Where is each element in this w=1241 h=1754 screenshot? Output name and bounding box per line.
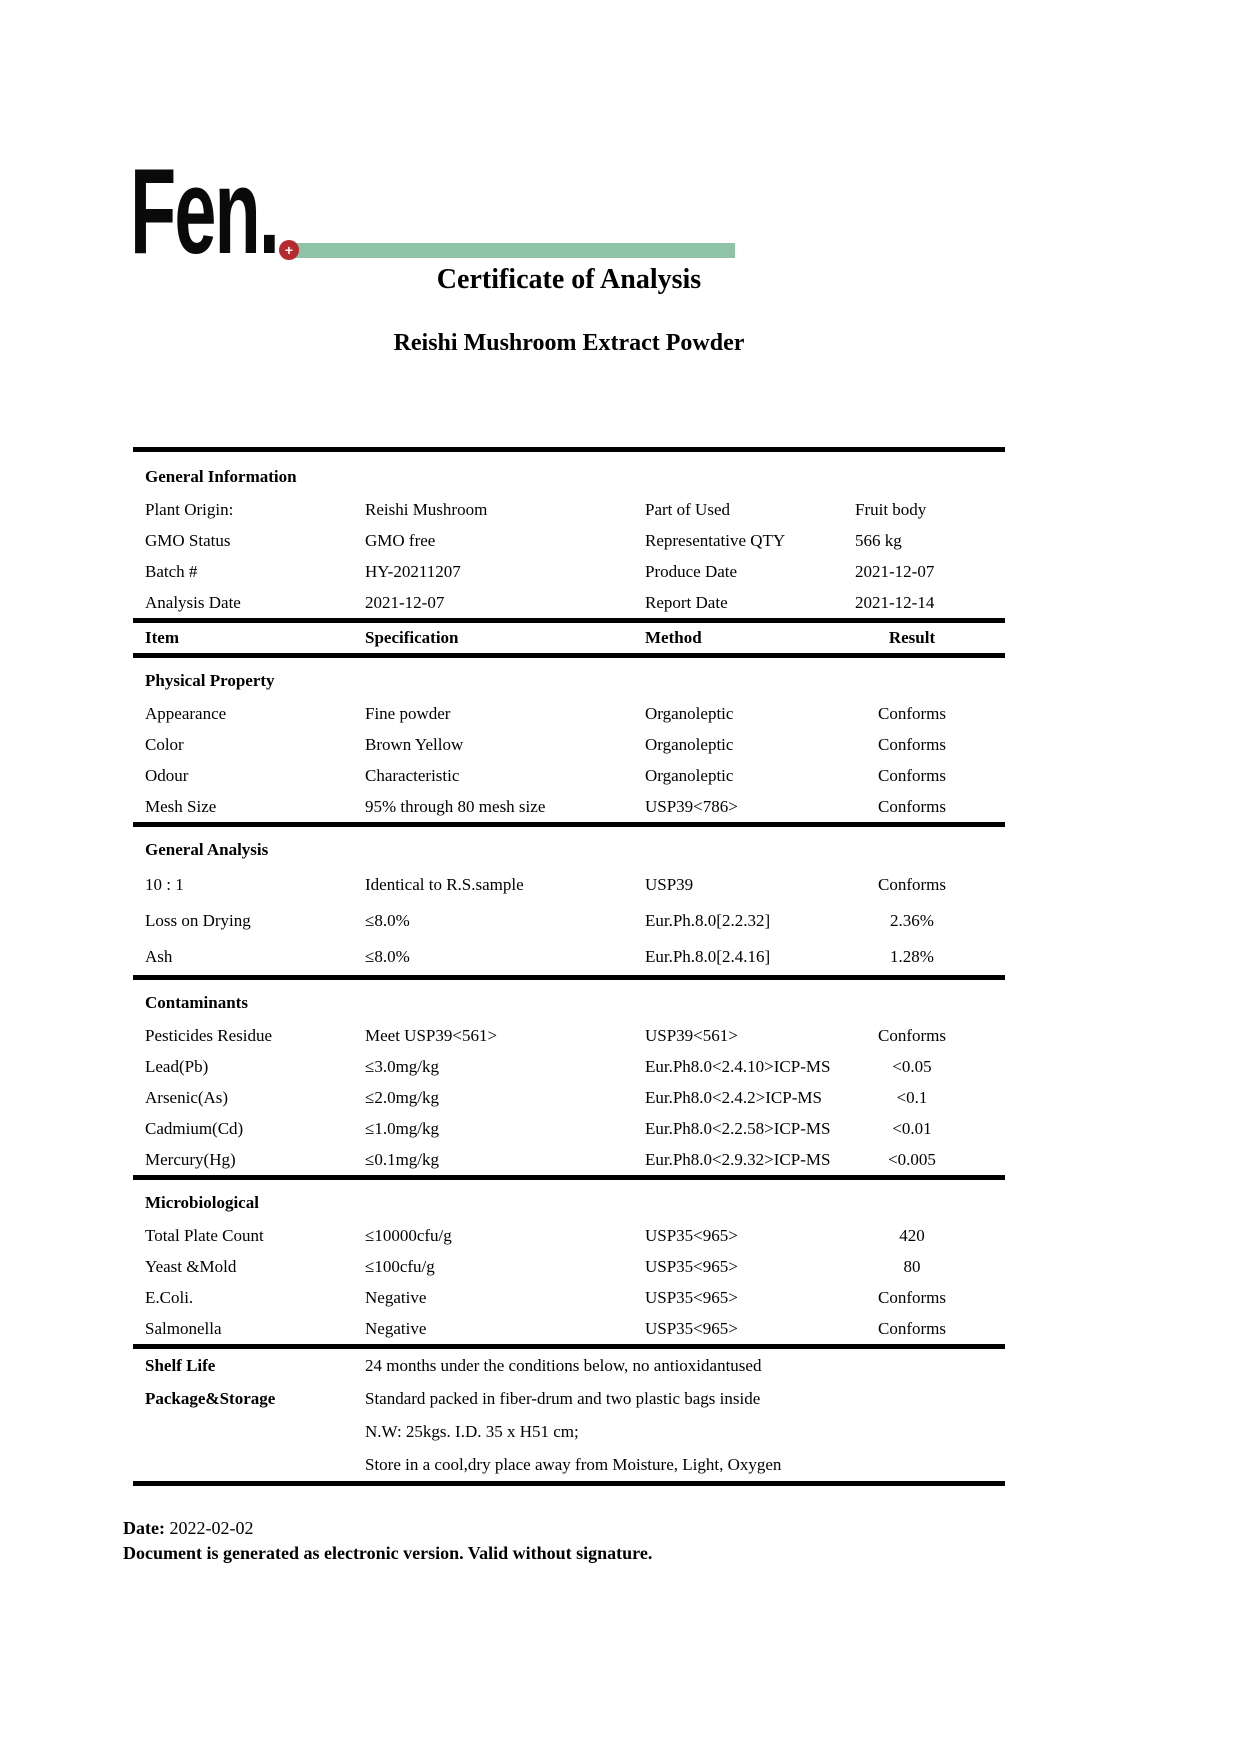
method-cell: Organoleptic — [645, 765, 734, 785]
method-cell: USP35<965> — [645, 1318, 738, 1338]
result-cell: Conforms — [878, 734, 946, 754]
row-value: 24 months under the conditions below, no antioxidantused — [365, 1355, 762, 1375]
method-cell: Organoleptic — [645, 734, 734, 754]
item-cell: Yeast &Mold — [145, 1256, 237, 1276]
row-label — [133, 1448, 365, 1481]
row-value: Fruit body — [855, 499, 927, 519]
table-row — [133, 760, 1005, 791]
method-cell: Eur.Ph8.0<2.4.10>ICP-MS — [645, 1056, 831, 1076]
product-name: Reishi Mushroom Extract Powder — [393, 330, 745, 356]
row-value: Standard packed in fiber-drum and two plastic bags inside — [365, 1388, 761, 1408]
date-value: 2022-02-02 — [169, 1518, 254, 1538]
result-cell: <0.005 — [888, 1149, 936, 1169]
row-label: Report Date — [645, 592, 728, 612]
microbiological-section — [133, 1175, 1005, 1344]
method-cell: USP35<965> — [645, 1287, 738, 1307]
table-row — [133, 1051, 1005, 1082]
item-cell: Ash — [145, 947, 173, 966]
row-value: 566 kg — [855, 530, 902, 550]
result-cell: <0.1 — [896, 1087, 928, 1107]
method-cell: Eur.Ph.8.0[2.2.32] — [645, 911, 771, 930]
table-row — [133, 1020, 1005, 1051]
item-cell: Arsenic(As) — [145, 1087, 229, 1107]
table-row — [133, 1448, 1005, 1481]
plus-badge-icon — [279, 240, 299, 260]
row-value: 2021-12-07 — [855, 561, 935, 581]
table-row — [133, 729, 1005, 760]
result-cell: 420 — [899, 1225, 925, 1245]
method-cell: Organoleptic — [645, 703, 734, 723]
result-cell: 80 — [903, 1256, 921, 1276]
table-row — [133, 867, 1005, 903]
row-value: GMO free — [365, 530, 436, 550]
contaminants-section — [133, 975, 1005, 1175]
table-row — [133, 939, 1005, 975]
row-label: GMO Status — [145, 530, 231, 550]
result-cell: Conforms — [878, 1287, 946, 1307]
table-row — [133, 791, 1005, 822]
method-cell: Eur.Ph8.0<2.2.58>ICP-MS — [645, 1118, 831, 1138]
specification-cell: 95% through 80 mesh size — [365, 796, 546, 816]
column-header-specification: Specification — [365, 628, 459, 647]
method-cell: USP39 — [645, 875, 694, 894]
item-cell: Color — [145, 734, 184, 754]
item-cell: Salmonella — [145, 1318, 222, 1338]
date-label: Date: — [123, 1518, 165, 1538]
general-analysis-section — [133, 822, 1005, 975]
table-row — [133, 494, 1005, 525]
table-row — [133, 1313, 1005, 1344]
section-heading: General Information — [145, 467, 297, 486]
specification-cell: Fine powder — [365, 703, 451, 723]
specification-cell: ≤100cfu/g — [365, 1256, 435, 1276]
row-label — [133, 1415, 365, 1448]
row-label: Produce Date — [645, 561, 738, 581]
method-cell: Eur.Ph8.0<2.9.32>ICP-MS — [645, 1149, 831, 1169]
result-cell: Conforms — [878, 1025, 946, 1045]
storage-section — [133, 1344, 1005, 1486]
column-header-method: Method — [645, 628, 702, 647]
row-label: Batch # — [145, 561, 198, 581]
table-row — [133, 1415, 1005, 1448]
item-cell: Loss on Drying — [145, 911, 251, 930]
result-cell: 2.36% — [890, 911, 934, 930]
result-cell: Conforms — [878, 875, 946, 894]
table-row — [133, 1220, 1005, 1251]
column-header-result: Result — [888, 628, 936, 647]
method-cell: USP39<786> — [645, 796, 738, 816]
specification-cell: ≤8.0% — [365, 947, 410, 966]
specification-cell: ≤8.0% — [365, 911, 410, 930]
specification-cell: Negative — [365, 1287, 427, 1307]
item-cell: Odour — [145, 765, 189, 785]
section-heading: General Analysis — [145, 840, 269, 859]
row-value: 2021-12-14 — [855, 592, 935, 612]
item-cell: Appearance — [145, 703, 227, 723]
specification-cell: ≤10000cfu/g — [365, 1225, 452, 1245]
table-row — [133, 525, 1005, 556]
method-cell: USP35<965> — [645, 1256, 738, 1276]
item-cell: Cadmium(Cd) — [145, 1118, 244, 1138]
specification-cell: Characteristic — [365, 765, 460, 785]
table-row — [133, 903, 1005, 939]
document-footer — [123, 1516, 652, 1566]
table-row — [133, 1082, 1005, 1113]
item-cell: Mercury(Hg) — [145, 1149, 236, 1169]
page-title: Certificate of Analysis — [436, 264, 702, 295]
logo-wordmark: Fen. — [130, 143, 279, 279]
item-cell: Lead(Pb) — [145, 1056, 209, 1076]
plus-glyph: + — [284, 242, 294, 258]
table-row — [133, 698, 1005, 729]
table-row — [133, 1382, 1005, 1415]
specification-cell: Meet USP39<561> — [365, 1025, 498, 1045]
row-value: 2021-12-07 — [365, 592, 445, 612]
physical-property-section — [133, 658, 1005, 822]
section-heading: Contaminants — [145, 993, 248, 1012]
coa-table — [133, 447, 1005, 1486]
result-cell: Conforms — [878, 703, 946, 723]
item-cell: E.Coli. — [145, 1287, 194, 1307]
row-value: N.W: 25kgs. I.D. 35 x H51 cm; — [365, 1421, 579, 1441]
logo-accent-bar — [292, 243, 735, 258]
item-cell: Pesticides Residue — [145, 1025, 273, 1045]
specification-cell: Brown Yellow — [365, 734, 464, 754]
item-cell: Total Plate Count — [145, 1225, 264, 1245]
table-row — [133, 556, 1005, 587]
row-label: Representative QTY — [645, 530, 786, 550]
specification-cell: Negative — [365, 1318, 427, 1338]
specification-cell: ≤0.1mg/kg — [365, 1149, 440, 1169]
item-cell: 10 : 1 — [145, 875, 184, 894]
result-cell: Conforms — [878, 796, 946, 816]
result-cell: <0.05 — [892, 1056, 932, 1076]
table-row — [133, 587, 1005, 618]
item-cell: Mesh Size — [145, 796, 217, 816]
row-value: Store in a cool,dry place away from Moisture, Light, Oxygen — [365, 1454, 782, 1474]
specification-cell: ≤2.0mg/kg — [365, 1087, 440, 1107]
result-cell: 1.28% — [890, 947, 934, 966]
table-row — [133, 1251, 1005, 1282]
specification-cell: ≤1.0mg/kg — [365, 1118, 440, 1138]
column-header-item: Item — [145, 628, 179, 647]
row-label: Plant Origin: — [145, 499, 234, 519]
table-row — [133, 1282, 1005, 1313]
result-cell: Conforms — [878, 765, 946, 785]
specification-cell: Identical to R.S.sample — [365, 875, 524, 894]
validity-note: Document is generated as electronic version. Valid without signature. — [123, 1543, 653, 1563]
result-cell: Conforms — [878, 1318, 946, 1338]
method-cell: Eur.Ph.8.0[2.4.16] — [645, 947, 771, 966]
section-heading: Physical Property — [145, 671, 275, 690]
table-row — [133, 1144, 1005, 1175]
section-heading: Microbiological — [145, 1193, 259, 1212]
result-cell: <0.01 — [892, 1118, 932, 1138]
row-value: HY-20211207 — [365, 561, 461, 581]
row-label: Part of Used — [645, 499, 730, 519]
general-information-section — [133, 447, 1005, 618]
column-header-row — [133, 618, 1005, 658]
specification-cell: ≤3.0mg/kg — [365, 1056, 440, 1076]
method-cell: USP39<561> — [645, 1025, 738, 1045]
table-row — [133, 1349, 1005, 1382]
row-label: Analysis Date — [145, 592, 241, 612]
table-row — [133, 1113, 1005, 1144]
row-value: Reishi Mushroom — [365, 499, 488, 519]
method-cell: Eur.Ph8.0<2.4.2>ICP-MS — [645, 1087, 822, 1107]
row-label: Shelf Life — [145, 1355, 216, 1375]
method-cell: USP35<965> — [645, 1225, 738, 1245]
row-label: Package&Storage — [145, 1388, 276, 1408]
date-line — [123, 1516, 652, 1541]
